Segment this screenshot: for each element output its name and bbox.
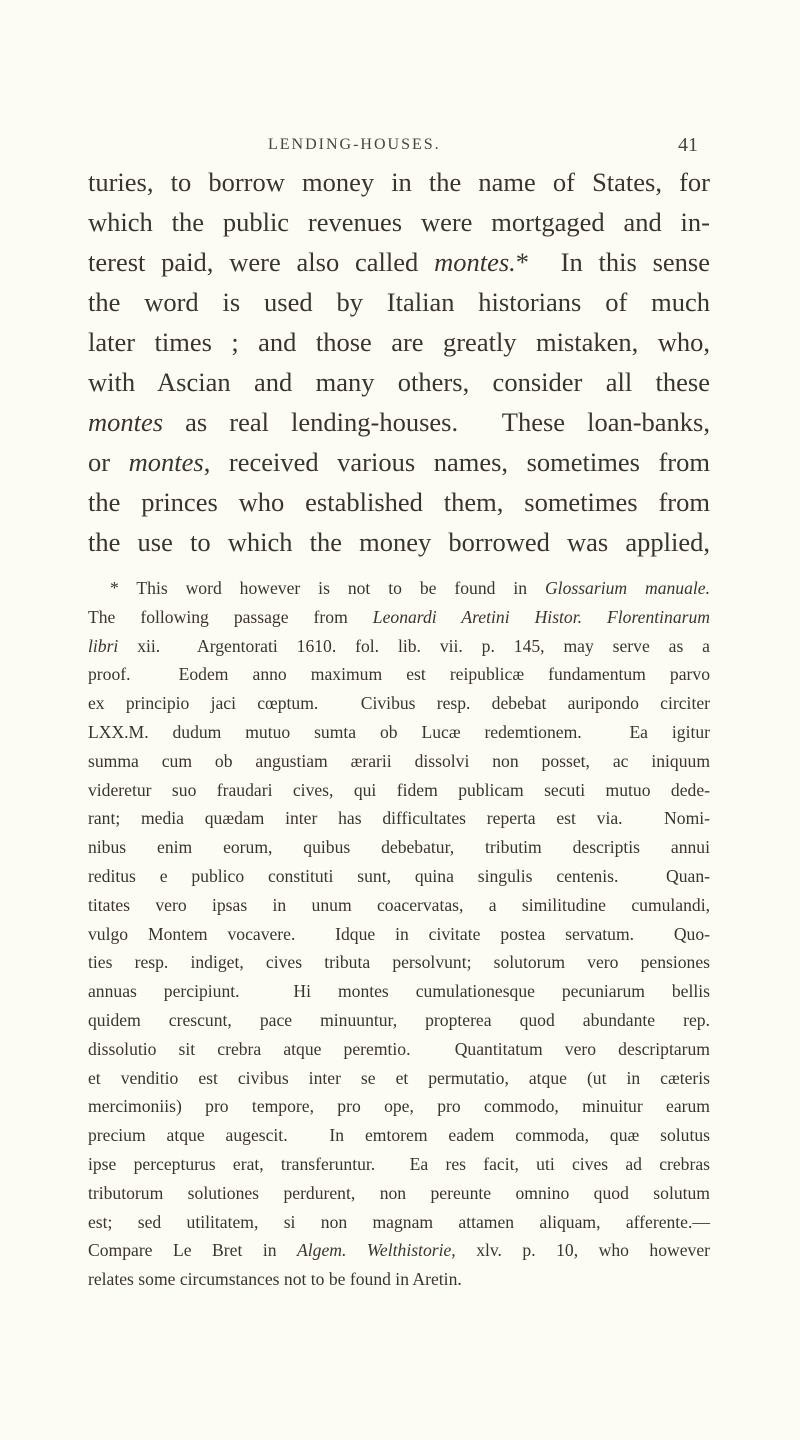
text-line [88,833,710,862]
text-line [88,1064,710,1093]
text-line [88,718,710,747]
text-segment: tributorum solutiones perdurent, non pereunte omnino quod solutum [88,1182,710,1203]
text-line [88,1092,710,1121]
text-segment: xlv. p. 10, who however [455,1240,711,1261]
text-line [88,574,710,603]
text-segment: titates vero ipsas in unum coacervatas, a similitudine cumulandi, [88,894,710,915]
text-line [88,1179,710,1208]
text-line [88,747,710,776]
text-segment: xii. Argentorati 1610. fol. lib. vii. p. 145, may serve as a [118,635,710,656]
italic-text: montes [128,447,204,477]
text-segment: dissolutio sit crebra atque peremtio. Quantitatum vero descriptarum [88,1038,710,1059]
text-line [88,1150,710,1179]
text-segment: The following passage from [88,606,373,627]
text-segment: ex principio jaci cœptum. Civibus resp. debebat auripondo circiter [88,693,710,714]
text-segment: relates some circumstances not to be found in Aretin. [88,1269,462,1290]
text-line [88,862,710,891]
text-segment: as real lending-houses. These loan-banks, [163,407,710,437]
text-segment: the word is used by Italian historians of much [88,287,710,317]
text-line [88,891,710,920]
text-line [88,948,710,977]
italic-text: montes. [434,247,516,277]
text-segment: , received various names, sometimes from [203,447,710,477]
text-line [88,282,710,322]
main-paragraph [88,162,710,562]
text-line [88,1265,710,1294]
text-segment: summa cum ob angustiam ærarii dissolvi non posset, ac iniquum [88,750,710,771]
text-segment: nibus enim eorum, quibus debebatur, tributim descriptis annui [88,837,710,858]
italic-text: libri [88,635,119,656]
text-line [88,402,710,442]
text-segment: LXX.M. dudum mutuo sumta ob Lucæ redemtionem. Ea igitur [88,721,710,742]
text-segment: mercimoniis) pro tempore, pro ope, pro commodo, minuitur earum [88,1096,710,1117]
text-segment: annuas percipiunt. Hi montes cumulationesque pecuniarum bellis [88,981,710,1002]
text-segment: the use to which the money borrowed was applied, [88,527,710,557]
text-line [88,522,710,562]
text-line [88,632,710,661]
page-header [0,136,800,160]
text-line [88,1208,710,1237]
text-segment: * In this sense [515,247,710,277]
text-segment: vulgo Montem vocavere. Idque in civitate postea servatum. Quo- [88,923,710,944]
text-line [88,660,710,689]
text-segment: turies, to borrow money in the name of States, for [88,167,710,197]
text-segment: which the public revenues were mortgaged and in- [88,207,710,237]
text-line [88,603,710,632]
text-segment: est; sed utilitatem, si non magnam attamen aliquam, afferente.— [88,1211,710,1232]
italic-text: Algem. Welthistorie, [297,1240,456,1261]
italic-text: Leonardi Aretini Histor. Florentinarum [372,606,711,627]
text-line [88,920,710,949]
text-segment: videretur suo fraudari cives, qui fidem publicam secuti mutuo dede- [88,779,710,800]
text-segment: proof. Eodem anno maximum est reipublicæ fundamentum parvo [88,664,710,685]
text-segment: terest paid, were also called [88,247,435,277]
text-line [88,162,710,202]
text-line [88,322,710,362]
text-segment: ties resp. indiget, cives tributa persolvunt; solutorum vero pensiones [88,952,710,973]
text-line [88,776,710,805]
italic-text: Glossarium manuale. [544,578,710,598]
text-segment: et venditio est civibus inter se et permutatio, atque (ut in cæteris [88,1067,710,1088]
text-line [88,1236,710,1265]
text-line [88,804,710,833]
running-title: LENDING-HOUSES. [268,136,441,153]
text-line [88,689,710,718]
text-segment: Compare Le Bret in [88,1240,298,1261]
text-segment: later times ; and those are greatly mistaken, who, [88,327,710,357]
text-segment: or [88,447,129,477]
text-segment: precium atque augescit. In emtorem eadem commoda, quæ solutus [88,1125,710,1146]
text-line [88,482,710,522]
text-segment: quidem crescunt, pace minuuntur, propterea quod abundante rep. [88,1009,710,1030]
text-segment: ipse percepturus erat, transferuntur. Ea res facit, uti cives ad crebras [88,1153,710,1174]
text-line [88,977,710,1006]
text-segment: * This word however is not to be found in [110,578,545,598]
text-line [88,242,710,282]
text-line [88,1035,710,1064]
text-line [88,362,710,402]
text-line [88,1006,710,1035]
text-line [88,202,710,242]
text-segment: reditus e publico constituti sunt, quina singulis centenis. Quan- [88,865,710,886]
text-segment: rant; media quædam inter has difficultates reperta est via. Nomi- [88,808,710,829]
text-line [88,442,710,482]
page-number: 41 [678,134,698,156]
text-segment: with Ascian and many others, consider all these [88,367,710,397]
footnote [88,574,710,1294]
text-segment: the princes who established them, sometimes from [88,487,710,517]
text-line [88,1121,710,1150]
italic-text: montes [88,407,164,437]
